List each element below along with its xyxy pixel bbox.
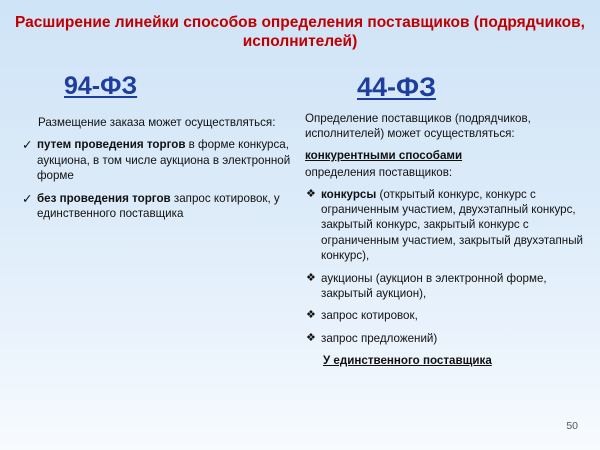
- list-item-rest: в форме конкурса, аукциона, в том числе аукциона в электронной форме: [37, 138, 291, 183]
- list-item: [305, 187, 585, 264]
- list-item-text: [321, 271, 585, 302]
- check-icon: ✓: [22, 138, 33, 153]
- list-item-emphasis: путем проведения торгов: [37, 138, 186, 152]
- diamond-icon: ❖: [306, 187, 316, 200]
- list-item-text: [321, 187, 585, 264]
- diamond-icon: ❖: [306, 271, 316, 284]
- list-item: [305, 331, 585, 346]
- footer-emphasis: У единственного поставщика: [323, 354, 492, 368]
- list-item-rest: запрос котировок,: [321, 309, 418, 323]
- list-item-text: [37, 191, 292, 222]
- page-number: 50: [566, 420, 578, 432]
- footer-single-supplier: [323, 353, 585, 368]
- subhead-emphasis: конкурентными способами: [305, 148, 463, 162]
- list-item-text: [321, 308, 585, 323]
- list-item: [305, 308, 585, 323]
- subhead-competitive-methods: [305, 148, 585, 163]
- list-item-rest: запрос котировок, у единственного поставщика: [37, 191, 280, 221]
- list-item-rest: аукционы (аукцион в электронной форме, закрытый аукцион),: [321, 271, 547, 301]
- list-item-emphasis: конкурсы: [321, 187, 377, 201]
- heading-94fz: 94-ФЗ: [64, 72, 138, 100]
- diamond-icon: ❖: [306, 331, 316, 344]
- check-icon: ✓: [22, 191, 33, 206]
- heading-44fz: 44-ФЗ: [357, 72, 436, 102]
- list-item: [22, 191, 292, 222]
- intro-44fz: Определение поставщиков (подрядчиков, исполнителей) может осуществляться:: [305, 112, 531, 141]
- column-94fz: [22, 72, 292, 228]
- list-item-rest: запрос предложений): [321, 331, 438, 345]
- column-44fz: [305, 72, 585, 369]
- diamond-icon: ❖: [306, 309, 316, 322]
- slide-title: Расширение линейки способов определения поставщиков (подрядчиков, исполнителей): [15, 14, 585, 50]
- list-item: [305, 271, 585, 302]
- intro-94fz: Размещение заказа может осуществляться:: [38, 116, 276, 129]
- list-item-rest: (открытый конкурс, конкурс с ограниченным участием, двухэтапный конкурс, закрытый конкурс, закрытый конкурс с ограниченным участием, закрытый двухэтапный конкурс),: [321, 187, 583, 263]
- list-item-text: [37, 137, 292, 183]
- subhead-competitive-methods-rest: определения поставщиков:: [305, 166, 453, 180]
- list-item-text: [321, 331, 585, 346]
- list-item-emphasis: без проведения торгов: [37, 191, 171, 205]
- list-item: [22, 137, 292, 183]
